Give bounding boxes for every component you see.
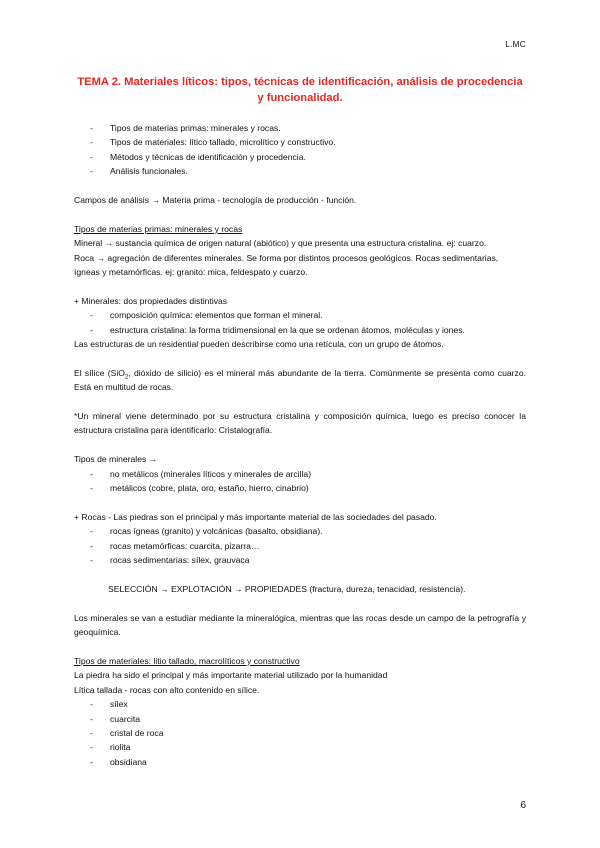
roca-definition-2: ígneas y metamórficas. ej: granito: mica, feldespato y cuarzo.	[74, 267, 308, 278]
list-item: - composición química: elementos que forman el mineral.	[90, 310, 323, 321]
mineral-definition: Mineral → sustancia química de origen natural (abiótico) y que presenta una estructura cristalina. ej: cuarzo.	[74, 238, 487, 249]
document-title: TEMA 2. Materiales líticos: tipos, técnicas de identificación, análisis de procedencia y funcionalidad.	[77, 76, 523, 104]
estructuras-note: Las estructuras de un residential pueden describirse como una retícula, con un grupo de átomos.	[74, 339, 444, 350]
list-item: - no metálicos (minerales líticos y minerales de arcilla)	[90, 468, 312, 479]
list-item: - cuarcita	[90, 713, 141, 724]
piedra-line: La piedra ha sido el principal y más importante material utilizado por la humanidad	[74, 670, 388, 681]
seleccion-line: SELECCIÓN → EXPLOTACIÓN → PROPIEDADES (fractura, dureza, tenacidad, resistencia).	[108, 583, 466, 594]
list-item: - riolita	[90, 742, 131, 753]
list-item: - Análisis funcionales.	[90, 166, 188, 177]
section-heading-materiales: Tipos de materiales: litio tallado, macrolíticos y constructivo	[74, 655, 300, 666]
list-item: - rocas ígneas (granito) y volcánicas (basalto, obsidiana).	[90, 526, 323, 537]
mineralogia-paragraph: Los minerales se van a estudiar mediante la mineralógica, mientras que las rocas desde un campo de la petrografía y geoquímica.	[74, 612, 526, 638]
list-item: - Tipos de materiales: lítico tallado, microlítico y constructivo.	[90, 137, 336, 148]
silice-paragraph: El sílice (SiO$_2$, dióxido de silicio) es el mineral más abundante de la tierra. Comúnmente se presenta como cuarzo. Está en multitud de rocas.	[74, 367, 526, 393]
list-item: - Métodos y técnicas de identificación y procedencia.	[90, 151, 306, 162]
list-item: - sílex	[90, 699, 128, 710]
list-item: - rocas sedimentarias: sílex, grauvaca	[90, 555, 250, 566]
section-heading-materias: Tipos de materias primas: minerales y rocas	[74, 223, 243, 234]
minerales-intro: + Minerales: dos propiedades distintivas	[74, 295, 228, 306]
tipos-minerales-intro: Tipos de minerales →	[74, 454, 158, 465]
cristalografia-paragraph: *Un mineral viene determinado por su estructura cristalina y composición química, luego es preciso conocer la estructura cristalina para identificarlo: Cristalografía.	[74, 411, 526, 436]
list-item: - obsidiana	[90, 756, 147, 767]
header-initials: L.MC	[505, 40, 526, 49]
list-item: - estructura cristalina: la forma tridimensional en la que se ordenan átomos, moléculas y iones.	[90, 324, 465, 335]
page-number: 6	[520, 800, 526, 811]
list-item: - rocas metamórficas: cuarcita, pizarra…	[90, 540, 260, 551]
campos-line: Campos de análisis → Materia prima - tecnología de producción - función.	[74, 195, 357, 206]
list-item: - metálicos (cobre, plata, oro, estaño, hierro, cinabrio)	[90, 483, 309, 494]
litica-line: Lítica tallada - rocas con alto contenido en sílice.	[74, 684, 260, 695]
document-body	[74, 121, 526, 769]
list-item: - Tipos de materias primas: minerales y rocas.	[90, 123, 281, 133]
list-item: - cristal de roca	[90, 727, 164, 738]
roca-definition-1: Roca → agregación de diferentes minerales. Se forma por distintos procesos geológicos. Rocas sedimentarias,	[74, 252, 499, 263]
rocas-intro: + Rocas - Las piedras son el principal y más importante material de las sociedades del pasado.	[74, 511, 437, 522]
